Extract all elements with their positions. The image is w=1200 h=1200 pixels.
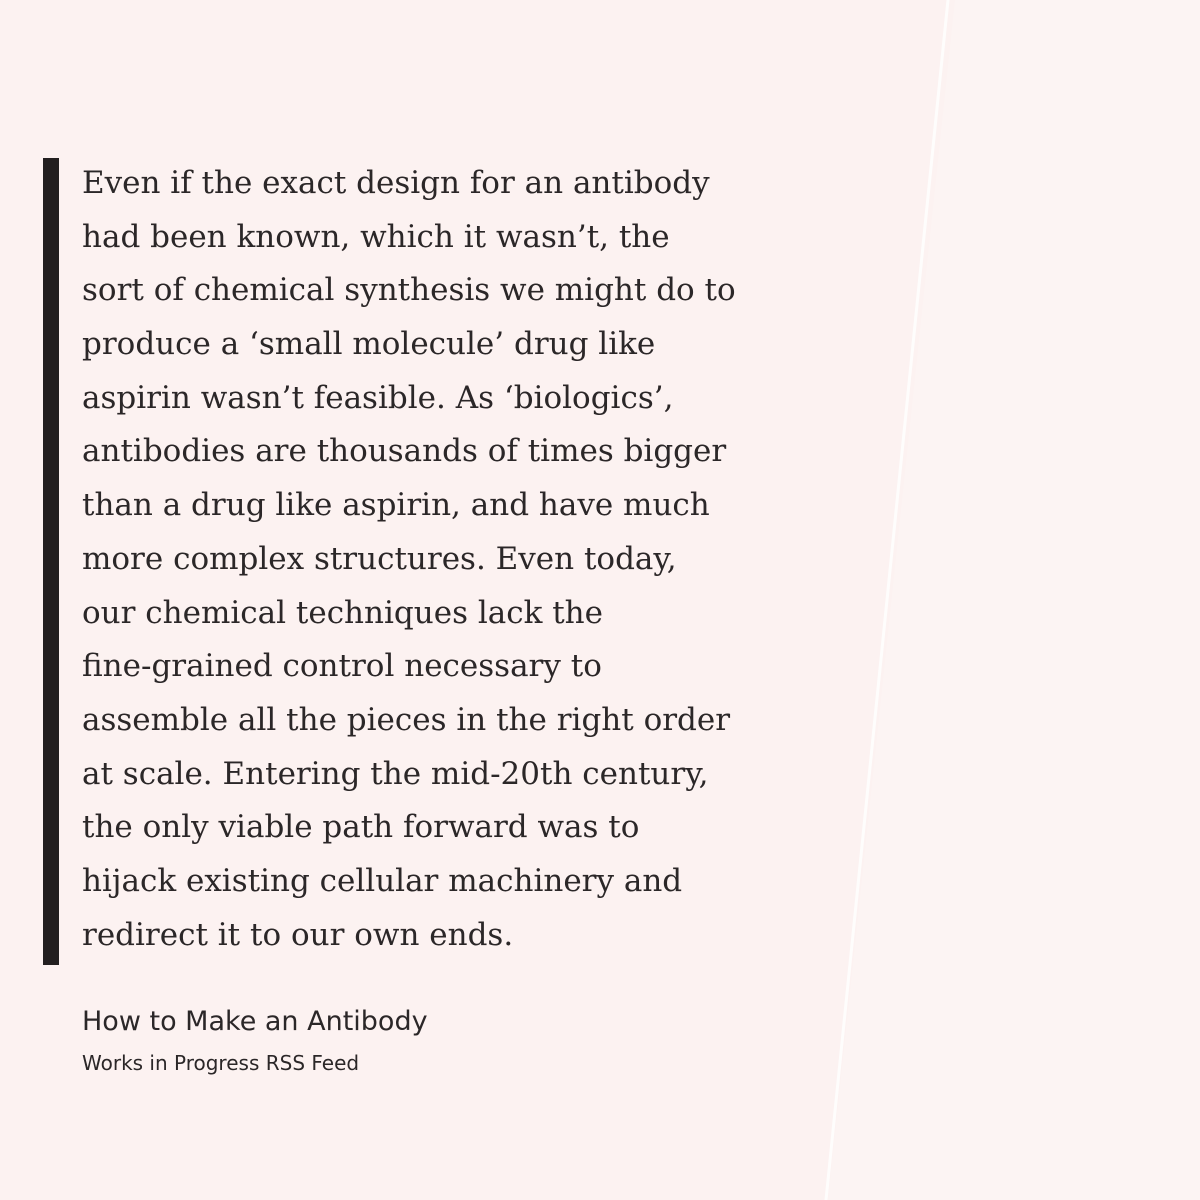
quote-line: more complex structures. Even today, [82,540,677,577]
quote-line: than a drug like aspirin, and have much [82,487,710,524]
quote-line: fine-grained control necessary to [82,648,602,685]
quote-line: at scale. Entering the mid-20th century, [82,755,709,792]
quote-line: Even if the exact design for an antibody [82,165,710,201]
quote-text [82,157,802,962]
blockquote-bar [43,158,59,965]
quote-line: hijack existing cellular machinery and [82,862,683,899]
quote-line: produce a ‘small molecule’ drug like [82,326,656,363]
quote-line: aspirin wasn’t feasible. As ‘biologics’, [82,379,674,416]
quote-line: redirect it to our own ends. [82,916,514,953]
quote-line: our chemical techniques lack the [82,594,603,631]
source-title: How to Make an Antibody [82,1006,428,1037]
quote-line: antibodies are thousands of times bigger [82,433,727,470]
quote-line: had been known, which it wasn’t, the [82,218,670,255]
quote-line: assemble all the pieces in the right order [82,701,731,738]
source-feed-name: Works in Progress RSS Feed [82,1051,360,1075]
quote-line: sort of chemical synthesis we might do to [82,272,736,309]
quote-line: the only viable path forward was to [82,809,640,846]
